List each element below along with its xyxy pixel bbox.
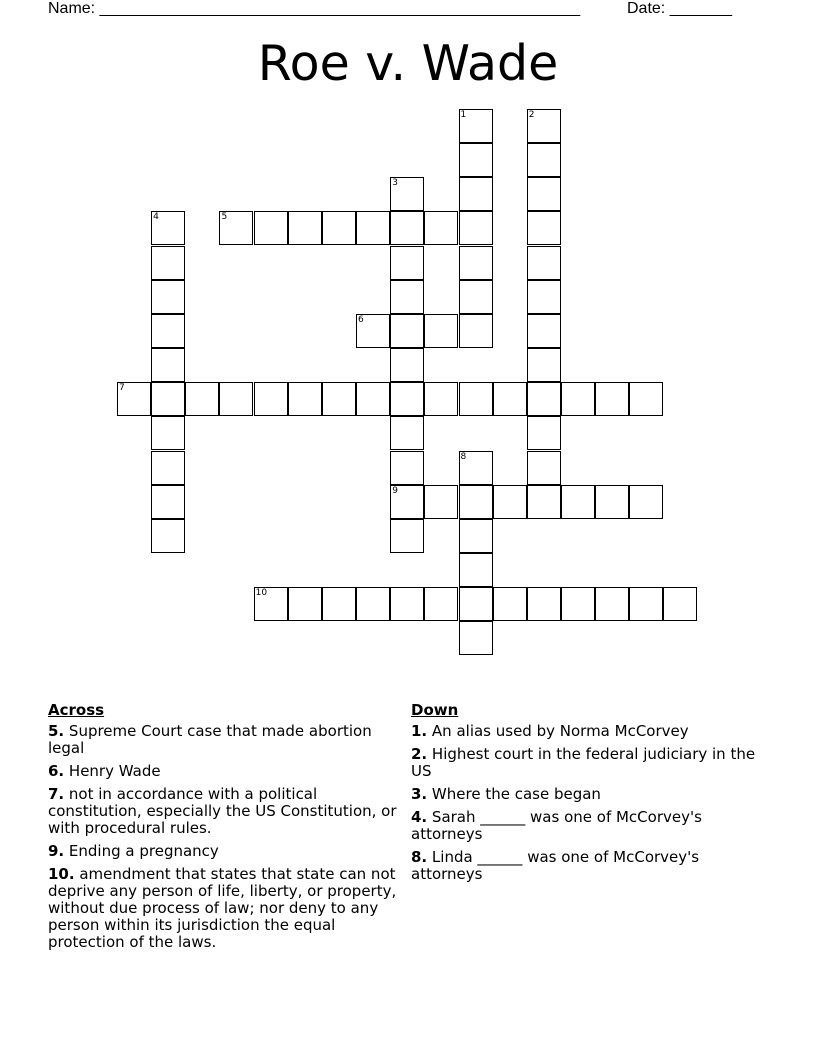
grid-cell[interactable]: [424, 485, 458, 519]
grid-cell[interactable]: [595, 382, 629, 416]
grid-cell[interactable]: [288, 587, 322, 621]
grid-cell[interactable]: [459, 314, 493, 348]
grid-cell[interactable]: [459, 280, 493, 314]
clue-down-8: 8. Linda ______ was one of McCorvey's attorneys: [411, 848, 700, 883]
grid-cell[interactable]: [288, 382, 322, 416]
grid-cell[interactable]: [561, 485, 595, 519]
grid-cell[interactable]: [424, 314, 458, 348]
clue-down-3: 3. Where the case began: [411, 785, 601, 803]
grid-cell[interactable]: [527, 246, 561, 280]
clue-number: 2: [528, 110, 535, 120]
grid-cell[interactable]: [356, 382, 390, 416]
grid-cell[interactable]: [424, 211, 458, 245]
clue-across-6: 6. Henry Wade: [48, 762, 161, 780]
grid-cell[interactable]: [356, 211, 390, 245]
grid-cell[interactable]: [459, 553, 493, 587]
clue-across-10: 10. amendment that states that state can not deprive any person of life, liberty, or property, without due process of law; nor deny to any person within its jurisdiction the equal protection of the laws.: [48, 865, 397, 951]
page-title: Roe v. Wade: [257, 35, 559, 92]
clue-number: 4: [153, 212, 159, 223]
grid-cell[interactable]: [493, 485, 527, 519]
grid-cell[interactable]: [459, 211, 493, 245]
grid-cell[interactable]: [459, 485, 493, 519]
clue-number: 6: [358, 314, 364, 325]
grid-cell[interactable]: [151, 211, 185, 245]
grid-cell[interactable]: [629, 485, 663, 519]
grid-cell[interactable]: [151, 280, 185, 314]
grid-cell[interactable]: [322, 382, 356, 416]
grid-cell[interactable]: [595, 485, 629, 519]
grid-cell[interactable]: [185, 382, 219, 416]
grid-cell[interactable]: [527, 211, 561, 245]
grid-cell[interactable]: [390, 348, 424, 382]
grid-cell[interactable]: [356, 314, 390, 348]
grid-cell[interactable]: [459, 587, 493, 621]
grid-cell[interactable]: [527, 416, 561, 450]
grid-cell[interactable]: [459, 382, 493, 416]
grid-cell[interactable]: [459, 451, 493, 485]
grid-cell[interactable]: [424, 587, 458, 621]
grid-cell[interactable]: [151, 451, 185, 485]
down-heading: Down: [411, 701, 459, 719]
date-field[interactable]: Date: _______: [627, 0, 732, 17]
grid-cell[interactable]: [493, 587, 527, 621]
clue-number: 1: [460, 110, 467, 120]
clue-down-2: 2. Highest court in the federal judiciary in the US: [411, 745, 756, 780]
grid-cell[interactable]: [424, 382, 458, 416]
grid-cell[interactable]: [527, 109, 561, 143]
grid-cell[interactable]: [390, 519, 424, 553]
grid-cell[interactable]: [390, 451, 424, 485]
clue-number: 3: [392, 178, 398, 189]
clue-across-7: 7. not in accordance with a political constitution, especially the US Constitution, or with procedural rules.: [48, 785, 397, 837]
grid-cell[interactable]: [322, 211, 356, 245]
grid-cell[interactable]: [390, 314, 424, 348]
grid-cell[interactable]: [151, 348, 185, 382]
grid-cell[interactable]: [390, 177, 424, 211]
grid-cell[interactable]: [493, 382, 527, 416]
grid-cell[interactable]: [254, 211, 288, 245]
grid-cell[interactable]: [527, 382, 561, 416]
grid-cell[interactable]: [527, 587, 561, 621]
across-clues: [48, 702, 403, 957]
grid-cell[interactable]: [219, 382, 253, 416]
grid-cell[interactable]: [595, 587, 629, 621]
clue-number: 9: [392, 485, 398, 496]
grid-cell[interactable]: [151, 416, 185, 450]
grid-cell[interactable]: [527, 485, 561, 519]
grid-cell[interactable]: [151, 246, 185, 280]
grid-cell[interactable]: [390, 211, 424, 245]
clue-down-1: 1. An alias used by Norma McCorvey: [411, 722, 689, 740]
grid-cell[interactable]: [390, 485, 424, 519]
grid-cell[interactable]: [390, 587, 424, 621]
clue-across-9: 9. Ending a pregnancy: [48, 842, 219, 860]
grid-cell[interactable]: [322, 587, 356, 621]
clue-across-5: 5. Supreme Court case that made abortion legal: [48, 722, 372, 757]
grid-cell[interactable]: [527, 143, 561, 177]
clue-number: 8: [460, 451, 467, 462]
grid-cell[interactable]: [390, 382, 424, 416]
clue-down-4: 4. Sarah ______ was one of McCorvey's attorneys: [411, 808, 702, 843]
grid-cell[interactable]: [254, 587, 288, 621]
grid-cell[interactable]: [527, 451, 561, 485]
grid-cell[interactable]: [663, 587, 697, 621]
grid-cell[interactable]: [151, 485, 185, 519]
grid-cell[interactable]: [527, 280, 561, 314]
name-field[interactable]: Name: ______________________________________________________: [48, 0, 581, 17]
grid-cell[interactable]: [527, 314, 561, 348]
grid-cell[interactable]: [151, 314, 185, 348]
grid-cell[interactable]: [459, 519, 493, 553]
grid-cell[interactable]: [390, 416, 424, 450]
grid-cell[interactable]: [561, 382, 595, 416]
grid-cell[interactable]: [219, 211, 253, 245]
down-clues: [411, 702, 756, 889]
grid-cell[interactable]: [561, 587, 595, 621]
grid-cell[interactable]: [151, 519, 185, 553]
across-heading: Across: [48, 701, 105, 719]
grid-cell[interactable]: [459, 143, 493, 177]
clue-number: 5: [221, 212, 228, 223]
grid-cell[interactable]: [459, 177, 493, 211]
grid-cell[interactable]: [459, 109, 493, 143]
grid-cell[interactable]: [254, 382, 288, 416]
grid-cell[interactable]: [629, 587, 663, 621]
grid-cell[interactable]: [459, 246, 493, 280]
grid-cell[interactable]: [390, 246, 424, 280]
grid-cell[interactable]: [151, 382, 185, 416]
clue-number: 10: [255, 588, 268, 599]
grid-cell[interactable]: [356, 587, 390, 621]
clue-number: 7: [119, 383, 125, 394]
grid-cell[interactable]: [459, 621, 493, 655]
grid-cell[interactable]: [527, 348, 561, 382]
grid-cell[interactable]: [527, 177, 561, 211]
grid-cell[interactable]: [288, 211, 322, 245]
grid-cell[interactable]: [629, 382, 663, 416]
grid-cell[interactable]: [117, 382, 151, 416]
grid-cell[interactable]: [390, 280, 424, 314]
